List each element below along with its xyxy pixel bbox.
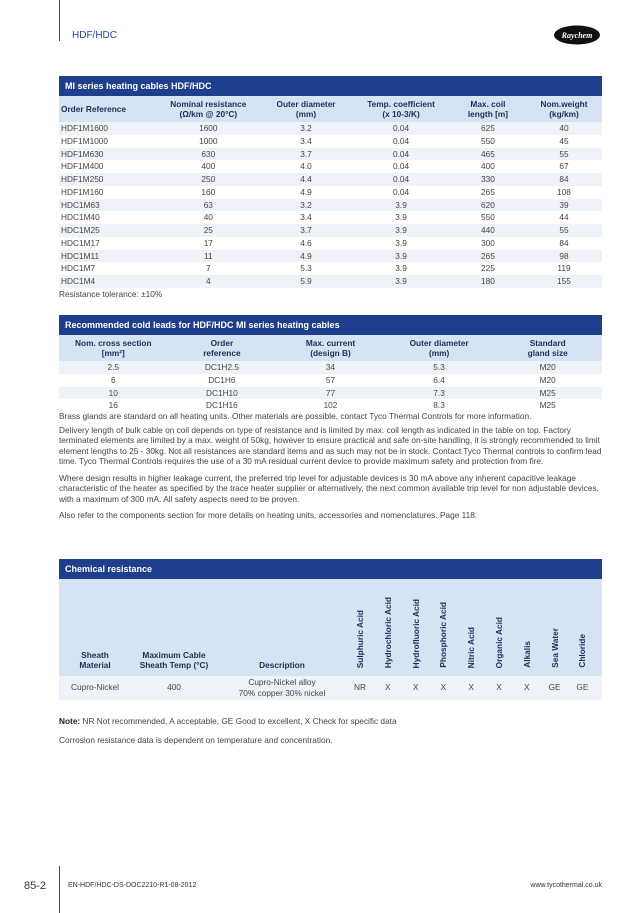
chemical-col-header: Sea Water [549, 628, 560, 668]
table-cell: 0.04 [352, 148, 450, 161]
chemical-col-header: Chloride [577, 634, 588, 668]
website-url: www.tycothermal.co.uk [530, 882, 602, 889]
table-cell: 6.4 [433, 374, 445, 385]
mi-col-4: Max. coil length [m] [450, 96, 526, 122]
paragraph-leakage: Where design results in higher leakage current, the preferred trip level for adjustable devices is 30 mA above any inherent capacitive leakage characteristic of the heater as specified by the trace heater supplier or alternatively, the next common available trip level for non adjustable devices, with a maximum of 300 mA. All safety aspects need to be proven. [59, 472, 599, 504]
table-cell: 0.04 [352, 122, 450, 135]
table-cell: 102 [323, 400, 338, 411]
chemical-col-header: Phosphoric Acid [438, 602, 449, 668]
table-cell: 155 [526, 275, 602, 288]
table-row [59, 148, 602, 161]
chemical-title: Chemical resistance [59, 559, 602, 579]
table-cell: 4.0 [300, 161, 312, 172]
table-cell: 225 [481, 263, 495, 274]
note-text: NR Not recommended, A acceptable, GE Good to excellent, X Check for specific data [80, 716, 397, 726]
paragraph-delivery: Delivery length of bulk cable on coil depends on type of resistance and is limited by max. coil length as indicated in the table on top. Factory terminated elements are limited by a max. weight of 50kg, however to ensure practical and safe on-site handling, it is strongly recommended to limit element lengths to 25 - 30kg. Not all resistances are standard items and as such may not be in stock. Contact Tyco Thermal controls to confirm lead time. Tyco Thermal Controls requires the use of a 30 mA residual current device to provide maximum safety and protection from fire. [59, 424, 602, 466]
table-row [59, 262, 602, 275]
table-cell: 550 [481, 212, 495, 223]
table-cell: 3.9 [395, 212, 407, 223]
table-cell: 4.4 [260, 173, 352, 186]
page-number: 85-2 [24, 880, 47, 892]
table-cell: 3.2 [260, 122, 352, 135]
table-cell: 8.3 [433, 400, 445, 411]
table-cell: 11 [157, 250, 260, 263]
table-cell: 45 [559, 135, 569, 146]
chemical-col-header: Sulphuric Acid [355, 609, 365, 668]
table-cell: 119 [557, 263, 571, 274]
table-cell: 3.4 [300, 135, 312, 146]
cl-col-0: Nom. cross section [mm²] [59, 335, 168, 361]
table-cell: DC1H10 [168, 387, 277, 400]
table-cell: M25 [493, 387, 602, 400]
chemical-col-header: Alkalis [521, 641, 532, 668]
cold-leads-section [59, 315, 602, 412]
product-label: HDF/HDC [72, 30, 117, 41]
table-cell: 57 [325, 374, 336, 385]
table-cell: 39 [526, 199, 602, 212]
table-cell: 620 [450, 199, 526, 212]
table-cell: 5.9 [260, 275, 352, 288]
mi-series-title: MI series heating cables HDF/HDC [59, 76, 602, 96]
table-cell: 440 [450, 224, 526, 237]
cl-col-3: Outer diameter (mm) [385, 335, 494, 361]
table-cell: 265 [481, 186, 495, 197]
table-row [59, 135, 602, 148]
row-desc-line1: Cupro-Nickel alloy [248, 677, 316, 687]
chemical-section [59, 559, 602, 700]
mi-col-0: Order Reference [59, 96, 157, 122]
table-row [59, 122, 602, 135]
legend-block [59, 716, 602, 745]
col-sheath-material: Sheath Material [79, 650, 111, 670]
table-cell: 3.9 [395, 263, 407, 274]
table-row [59, 173, 602, 186]
table-cell: 3.9 [352, 224, 450, 237]
table-cell: 4.6 [300, 237, 312, 248]
table-cell: 84 [526, 173, 602, 186]
chemical-col-header: Nitric Acid [466, 626, 477, 668]
table-row [59, 211, 602, 224]
table-cell: HDC1M40 [61, 212, 100, 223]
table-cell: 16 [108, 400, 118, 411]
table-cell: HDF1M400 [61, 161, 104, 172]
chemical-rating: X [468, 682, 474, 692]
table-cell: 550 [481, 135, 495, 146]
table-cell: 180 [450, 275, 526, 288]
table-cell: 630 [157, 148, 260, 161]
chemical-rating: NR [354, 682, 366, 692]
table-cell: 0.04 [392, 186, 410, 197]
table-cell: 6 [110, 374, 116, 385]
table-cell: 4.9 [300, 186, 312, 197]
table-cell: HDC1M4 [59, 275, 157, 288]
notes-block [59, 411, 602, 521]
table-cell: M20 [539, 374, 556, 385]
table-cell: HDC1M11 [59, 250, 157, 263]
table-row [59, 237, 602, 250]
table-cell: HDC1M63 [59, 199, 157, 212]
table-row [59, 199, 602, 212]
table-cell: 5.3 [300, 263, 312, 274]
chemical-col-header: Organic Acid [494, 616, 504, 668]
table-cell: 2.5 [59, 361, 168, 374]
table-row [59, 250, 602, 263]
chemical-rating: GE [548, 682, 561, 692]
raychem-logo [553, 24, 601, 46]
table-row [59, 186, 602, 199]
table-cell: 3.2 [260, 199, 352, 212]
logo-text: Raychem [561, 31, 593, 40]
table-cell: DC1H16 [205, 400, 238, 411]
table-cell: M25 [539, 400, 556, 411]
cold-leads-title: Recommended cold leads for HDF/HDC MI series heating cables [59, 315, 602, 335]
table-cell: 4.9 [260, 250, 352, 263]
table-cell: HDC1M7 [61, 263, 96, 274]
table-cell: HDF1M250 [59, 173, 157, 186]
table-cell: 400 [201, 161, 216, 172]
chemical-rating: X [412, 682, 419, 692]
table-cell: DC1H2.5 [168, 361, 277, 374]
mi-col-2: Outer diameter (mm) [260, 96, 352, 122]
table-cell: 10 [59, 387, 168, 400]
paragraph-glands: Brass glands are standard on all heating units. Other materials are possible, contact Tyco Thermal Controls for more information. [59, 411, 532, 421]
cold-leads-table [59, 335, 602, 412]
table-cell: DC1H6 [208, 374, 236, 385]
table-cell: 3.7 [260, 224, 352, 237]
chemical-col-header: Hydrochloric Acid [382, 596, 393, 668]
table-cell: 63 [157, 199, 260, 212]
table-cell: 3.9 [352, 275, 450, 288]
table-cell: 0.04 [392, 161, 410, 172]
chemical-rating: X [524, 682, 530, 692]
table-cell: 160 [201, 186, 216, 197]
table-cell: 465 [450, 148, 526, 161]
col-description: Description [259, 660, 305, 670]
table-row [59, 160, 602, 173]
table-cell: 77 [276, 387, 385, 400]
mi-series-table [59, 96, 602, 288]
footer-rule [59, 866, 60, 913]
table-cell: 265 [450, 250, 526, 263]
table-cell: 300 [481, 237, 495, 248]
chemical-rating: GE [576, 682, 589, 692]
header-rule [59, 0, 60, 41]
table-cell: HDF1M160 [61, 186, 104, 197]
mi-col-1: Nominal resistance (Ω/km @ 20°C) [157, 96, 260, 122]
cl-col-4: Standard gland size [493, 335, 602, 361]
table-cell: 40 [203, 212, 213, 223]
chemical-col-header: Hydrofluoric Acid [410, 598, 421, 668]
table-cell: 44 [559, 212, 569, 223]
col-max-temp: Maximum Cable Sheath Temp (°C) [139, 650, 209, 670]
corrosion-note: Corrosion resistance data is dependent on temperature and concentration. [59, 734, 333, 745]
table-cell: 400 [481, 161, 495, 172]
table-cell: 84 [559, 237, 569, 248]
table-row [59, 387, 602, 400]
table-row [59, 361, 602, 374]
paragraph-components: Also refer to the components section for more details on heating units, accessories and nomenclatures. Page 118. [59, 510, 478, 520]
table-cell: 7 [206, 263, 211, 274]
table-cell: 4 [157, 275, 260, 288]
table-row [59, 275, 602, 288]
table-cell: 3.4 [300, 212, 312, 223]
table-cell: 330 [450, 173, 526, 186]
table-cell: 98 [526, 250, 602, 263]
table-cell: 1600 [157, 122, 260, 135]
table-cell: 40 [526, 122, 602, 135]
table-row [59, 224, 602, 237]
table-cell: HDC1M17 [61, 237, 100, 248]
table-cell: 5.3 [385, 361, 494, 374]
table-cell: 3.7 [260, 148, 352, 161]
table-cell: 67 [559, 161, 569, 172]
legend-note [59, 716, 602, 727]
mi-series-section [59, 76, 602, 299]
table-cell: 3.9 [352, 250, 450, 263]
table-cell: 17 [203, 237, 213, 248]
table-cell: 625 [450, 122, 526, 135]
mi-col-3: Temp. coefficient (x 10-3/K) [352, 96, 450, 122]
chemical-header [59, 579, 602, 676]
note-label: Note: [59, 716, 81, 726]
chemical-rating: X [496, 682, 502, 692]
row-temp: 400 [167, 682, 181, 692]
table-cell: HDC1M25 [59, 224, 157, 237]
table-cell: 0.04 [392, 135, 410, 146]
table-cell: HDF1M1600 [59, 122, 157, 135]
mi-col-5: Nom.weight (kg/km) [526, 96, 602, 122]
table-cell: 25 [157, 224, 260, 237]
document-code: EN-HDF/HDC-DS-DOC2210-R1-08-2012 [68, 882, 197, 889]
table-cell: HDF1M1000 [61, 135, 109, 146]
table-cell: 3.9 [352, 199, 450, 212]
resistance-tolerance: Resistance tolerance: ±10% [59, 288, 163, 299]
cl-col-1: Order reference [168, 335, 277, 361]
table-cell: 55 [526, 148, 602, 161]
table-cell: 7.3 [385, 387, 494, 400]
cl-col-2: Max. current (design B) [276, 335, 385, 361]
chemical-rating: X [385, 682, 391, 692]
chemical-row-cupro-nickel [59, 676, 602, 700]
table-cell: 108 [557, 186, 571, 197]
table-cell: 55 [526, 224, 602, 237]
row-desc-line2: 70% copper 30% nickel [238, 688, 326, 698]
table-cell: 250 [157, 173, 260, 186]
table-cell: 34 [276, 361, 385, 374]
chemical-rating: X [440, 682, 447, 692]
table-cell: M20 [493, 361, 602, 374]
table-cell: 3.9 [395, 237, 407, 248]
table-cell: 1000 [199, 135, 218, 146]
row-material: Cupro-Nickel [71, 682, 119, 692]
table-row [59, 374, 602, 387]
table-cell: HDF1M630 [59, 148, 157, 161]
table-cell: 0.04 [352, 173, 450, 186]
